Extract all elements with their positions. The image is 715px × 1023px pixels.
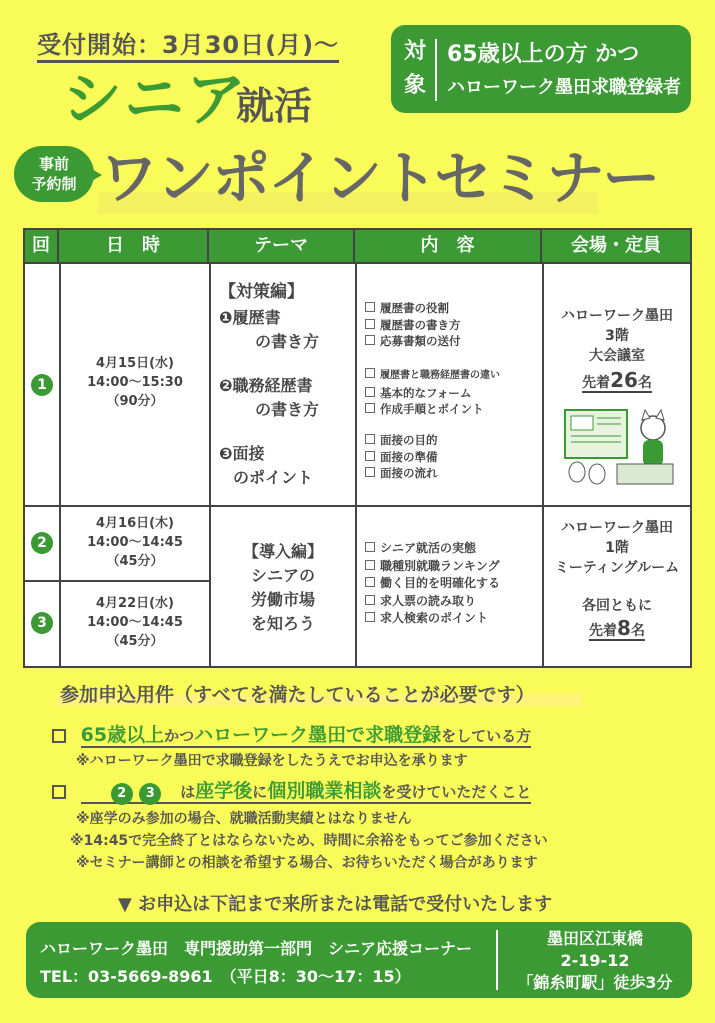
theme2	[211, 540, 355, 636]
checklist-item: 履歴書の役割	[365, 300, 461, 317]
address-line2: 2-19-12	[560, 951, 630, 970]
session-1-time: 14:00～15:30	[87, 375, 183, 390]
checkbox-icon	[365, 577, 375, 587]
checklist-item: 求人検索のポイント	[365, 610, 500, 628]
badge-line2: 予約制	[31, 175, 77, 193]
theme1-heading: 【対策編】	[219, 282, 304, 302]
target-label: 対象	[403, 39, 426, 98]
session-2-time: 14:00～14:45	[87, 535, 183, 550]
title-senior: シニア	[62, 65, 248, 135]
note-2: ※座学のみ参加の場合、就職活動実績とはなりません	[76, 811, 412, 827]
content1-group-1	[365, 300, 461, 350]
checklist-item: 基本的なフォーム	[365, 385, 500, 402]
note-1: ※ハローワーク墨田で求職登録をしたうえでお申込を承ります	[76, 753, 468, 769]
session-3-date: 4月22日(水)	[95, 596, 175, 611]
requirement-1-text: 65歳以上かつハローワーク墨田で求職登録をしている方	[80, 724, 532, 746]
venue1-line1: ハローワーク墨田	[561, 308, 673, 324]
checklist-item: 面接の流れ	[365, 465, 438, 482]
session-ref-3: 3	[139, 783, 161, 805]
theme2-line3: を知ろう	[250, 614, 315, 633]
venue2-line4: 各回ともに	[582, 598, 652, 614]
requirements-title: 参加申込用件（すべてを満たしていることが必要です）	[60, 684, 535, 706]
theme2-line2: 労働市場	[250, 590, 315, 609]
title-seminar: ワンポイントセミナー	[100, 144, 659, 212]
checkbox-icon	[365, 451, 375, 461]
reservation-badge	[14, 146, 94, 202]
note-3: ※14:45で完全終了とはならないため、時間に余裕をもってご参加ください	[70, 833, 548, 849]
venue1-capacity: 先着26名	[582, 368, 652, 392]
checkbox-icon	[365, 403, 375, 413]
address-line3: 「錦糸町駅」徒歩3分	[517, 973, 673, 992]
checkbox-icon	[52, 785, 66, 799]
session-2-date: 4月16日(木)	[95, 516, 175, 531]
office-name: ハローワーク墨田 専門援助第一部門 シニア応援コーナー	[40, 939, 473, 958]
theme2-line1: シニアの	[250, 566, 315, 585]
row-divider	[25, 505, 690, 507]
venue1-line3: 大会議室	[589, 348, 645, 364]
checkbox-icon	[365, 335, 375, 345]
checklist-item: 面接の目的	[365, 432, 438, 449]
requirement-2	[52, 776, 531, 805]
header-datetime: 日 時	[59, 230, 209, 262]
checkbox-icon	[365, 595, 375, 605]
address	[500, 928, 690, 994]
checklist-item: 面接の準備	[365, 449, 438, 466]
session-1-date: 4月15日(水)	[95, 356, 175, 371]
header-content: 内 容	[355, 230, 542, 262]
row-divider	[25, 580, 209, 582]
venue2-line1: ハローワーク墨田	[561, 520, 673, 536]
session-2-datetime	[61, 514, 209, 571]
badge-line1: 事前	[38, 155, 69, 173]
checkbox-icon	[365, 368, 375, 378]
seminar-illustration	[553, 402, 679, 488]
footer-divider	[496, 930, 498, 990]
target-line2: ハローワーク墨田求職登録者	[447, 77, 681, 98]
checklist-item: 応募書類の送付	[365, 333, 461, 350]
venue1-line2: 3階	[605, 328, 629, 344]
phone-hours: TEL：03-5669-8961 （平日8：30～17：15）	[40, 967, 411, 986]
session-number-1: 1	[31, 374, 53, 396]
content2-list	[365, 540, 500, 628]
checkbox-icon	[365, 560, 375, 570]
content1-group-2	[365, 366, 500, 418]
note-4: ※セミナー講師との相談を希望する場合、お待ちいただく場合があります	[76, 855, 538, 871]
theme1-item-3	[219, 442, 353, 490]
checkbox-icon	[365, 612, 375, 622]
checkbox-icon	[365, 387, 375, 397]
address-line1: 墨田区江東橋	[546, 929, 643, 948]
col-divider	[355, 262, 357, 666]
checkbox-icon	[365, 302, 375, 312]
content1-group-3	[365, 432, 438, 482]
venue2-line2: 1階	[605, 540, 629, 556]
session-number-2: 2	[31, 532, 53, 554]
venue2	[544, 518, 690, 641]
checklist-item: 履歴書と職務経歴書の違い	[365, 366, 500, 385]
target-line1: 65歳以上の方 かつ	[447, 42, 640, 67]
checkbox-icon	[365, 542, 375, 552]
session-3-datetime	[61, 594, 209, 651]
apply-instructions: ▼ お申込は下記まで来所または電話で受付いたします	[118, 894, 553, 915]
session-1-duration: （90分）	[106, 394, 164, 409]
session-number-3: 3	[31, 612, 53, 634]
header-round: 回	[25, 230, 59, 262]
session-ref-2: 2	[111, 783, 133, 805]
reception-start: 受付開始：3月30日(月)～	[37, 30, 339, 63]
theme1-item-1	[219, 306, 353, 354]
header-venue: 会場・定員	[542, 230, 690, 262]
checklist-item: シニア就活の実態	[365, 540, 500, 558]
theme1-item-2-line1: ❷職務経歴書	[219, 376, 313, 395]
theme2-heading: 【導入編】	[242, 542, 323, 561]
session-2-duration: （45分）	[106, 554, 164, 569]
checklist-item: 求人票の読み取り	[365, 593, 500, 611]
checklist-item: 作成手順とポイント	[365, 401, 500, 418]
checkbox-icon	[52, 729, 66, 743]
session-3-duration: （45分）	[106, 634, 164, 649]
theme1-item-1-line2: の書き方	[255, 332, 320, 351]
contact-footer	[26, 922, 692, 998]
theme1-item-2	[219, 374, 353, 422]
theme1-item-2-line2: の書き方	[255, 400, 320, 419]
requirement-1	[52, 720, 531, 747]
theme1-item-3-line2: のポイント	[233, 468, 314, 487]
header-theme: テーマ	[209, 230, 355, 262]
checklist-item: 働く目的を明確化する	[365, 575, 500, 593]
checklist-item: 職種別就職ランキング	[365, 558, 500, 576]
venue2-line3: ミーティングルーム	[554, 560, 680, 576]
theme1-item-3-line1: ❸面接	[219, 444, 265, 463]
theme1-item-1-line1: ❶履歴書	[219, 308, 281, 327]
checkbox-icon	[365, 319, 375, 329]
schedule-table	[23, 228, 692, 668]
checkbox-icon	[365, 434, 375, 444]
row-divider	[25, 262, 690, 264]
session-3-time: 14:00～14:45	[87, 615, 183, 630]
venue1	[544, 306, 690, 393]
checkbox-icon	[365, 467, 375, 477]
venue2-capacity: 先着8名	[589, 616, 645, 640]
title-job-hunting: 就活	[236, 84, 313, 128]
target-divider	[435, 39, 437, 101]
session-1-datetime	[61, 354, 209, 411]
checklist-item: 履歴書の書き方	[365, 317, 461, 334]
requirement-2-text: 2 3 は座学後に個別職業相談を受けていただくこと	[81, 780, 532, 804]
target-box	[391, 25, 691, 113]
